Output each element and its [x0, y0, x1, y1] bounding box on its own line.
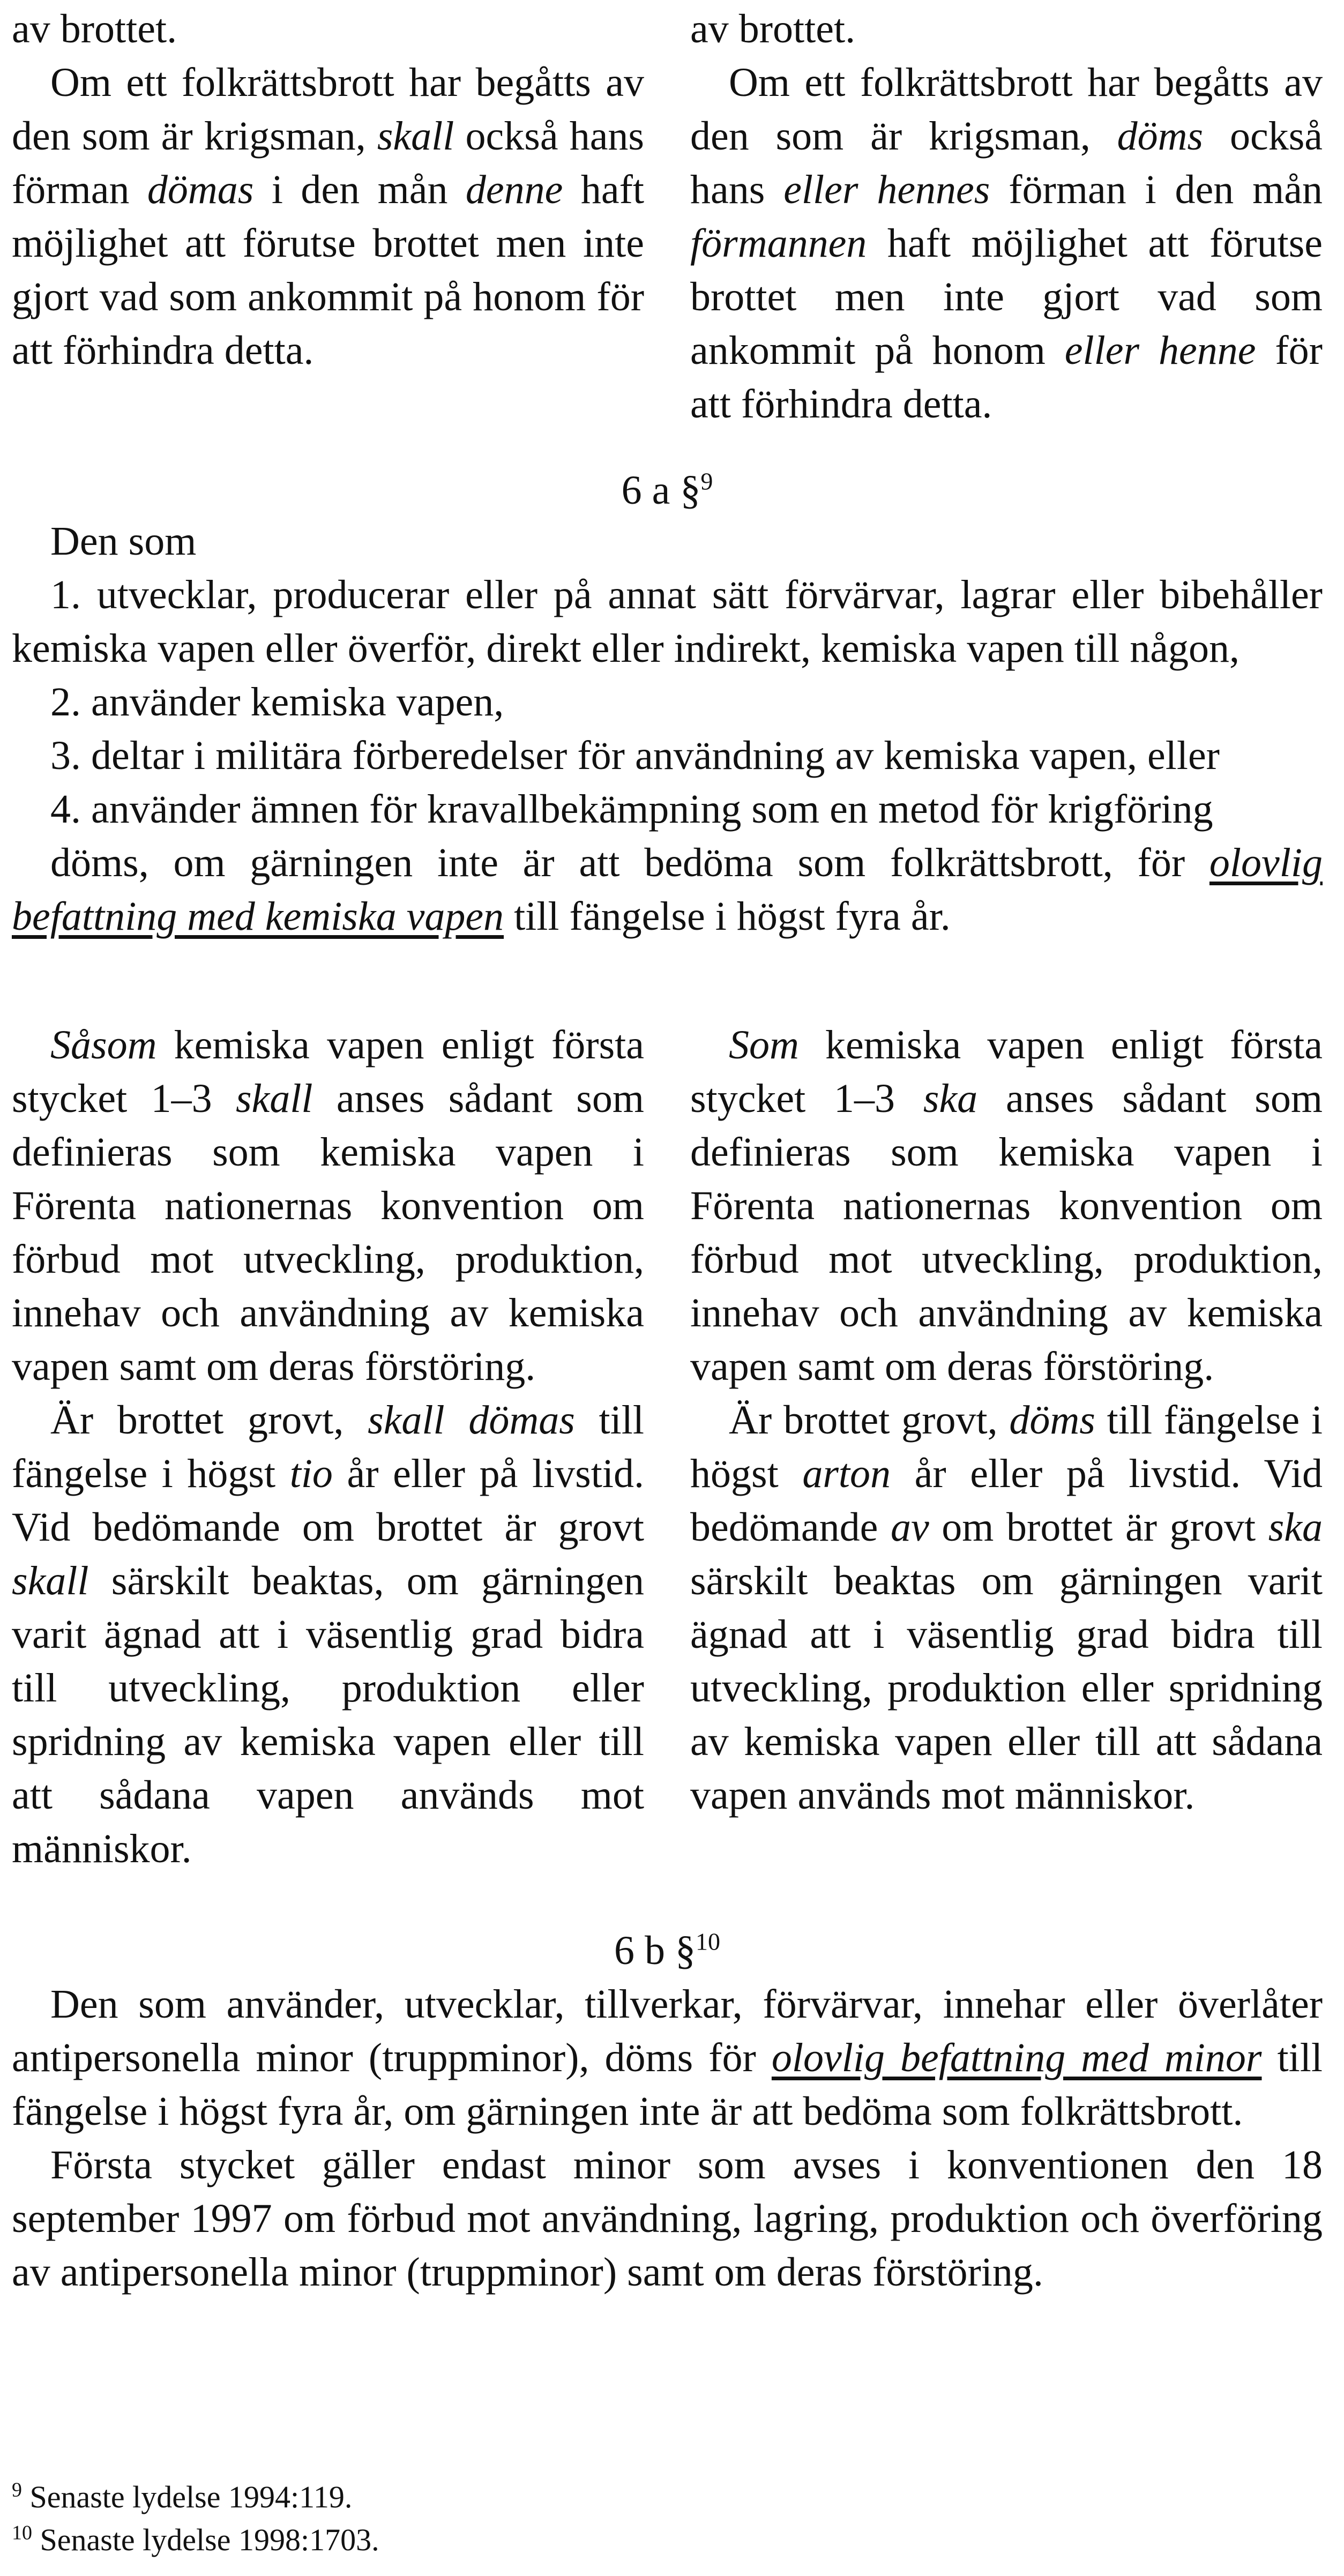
- section-6b-paragraph-2: Första stycket gäller endast minor som avses i konventionen den 18 september 1997 om förbud mot användning, lagring, produktion och överföring av antipersonella minor (truppminor) samt om deras förstöring.: [12, 2142, 1323, 2295]
- mid-left-paragraph-2: Är brottet grovt, skall dömas till fängelse i högst tio år eller på livstid. Vid bedömande om brottet är grovt skall särskilt beaktas, om gärningen varit ägnad att i väsentlig grad bidra till utveckling, produktion eller spridning av kemiska vapen eller till att sådana vapen används mot människor.: [12, 1398, 644, 1871]
- top-left-column: [12, 2, 644, 377]
- footnote-10: $^{10}$ Senaste lydelse 1998:1703.: [12, 2521, 379, 2557]
- section-6a-heading: 6 a §$^9$: [621, 467, 713, 513]
- top-right-paragraph: Om ett folkrättsbrott har begåtts av den som är krigsman, döms också hans eller hennes förman i den mån förmannen haft möjlighet att förutse brottet men inte gjort vad som ankommit på honom eller henne för att förhindra detta.: [690, 60, 1323, 427]
- mid-right-column: [690, 1018, 1323, 1822]
- footnotes: [12, 2476, 1323, 2562]
- section-6b-heading: 6 b §$^{10}$: [614, 1928, 720, 1973]
- mid-right-paragraph-2: Är brottet grovt, döms till fängelse i högst arton år eller på livstid. Vid bedömande av om brottet är grovt ska särskilt beaktas om gärningen varit ägnad att i väsentlig grad bidra till utveckling, produktion eller spridning av kemiska vapen eller till att sådana vapen används mot människor.: [690, 1398, 1323, 1818]
- top-left-paragraph: Om ett folkrättsbrott har begåtts av den som är krigsman, skall också hans förman dömas i den mån denne haft möjlighet att förutse brottet men inte gjort vad som ankommit på honom för att förhindra detta.: [12, 60, 645, 373]
- mid-left-column: [12, 1018, 644, 1876]
- section-6a-item-4: 4. använder ämnen för kravallbekämpning som en metod för krigföring: [50, 787, 1213, 832]
- section-6a-body: [12, 514, 1323, 943]
- section-6a-intro: Den som: [50, 519, 197, 564]
- section-6b-paragraph-1: Den som använder, utvecklar, tillverkar, förvärvar, innehar eller överlåter antipersonella minor (truppminor), döms för olovlig befattning med minor till fängelse i högst fyra år, om gärningen inte är att bedöma som folkrättsbrott.: [12, 1982, 1323, 2134]
- section-6a-item-2: 2. använder kemiska vapen,: [50, 680, 504, 725]
- top-right-column: [690, 2, 1323, 431]
- mid-right-paragraph-1: Som kemiska vapen enligt första stycket 1–3 ska anses sådant som definieras som kemiska vapen i Förenta nationernas konvention om förbud mot utveckling, produktion, innehav och användning av kemiska vapen samt om deras förstöring.: [690, 1022, 1323, 1389]
- footnote-9: $^9$ Senaste lydelse 1994:119.: [12, 2478, 353, 2514]
- section-6a-verdict: döms, om gärningen inte är att bedöma som folkrättsbrott, för olovlig befattning med kemiska vapen till fängelse i högst fyra år.: [12, 840, 1323, 939]
- top-right-line: av brottet.: [690, 6, 856, 51]
- section-6a-item-3: 3. deltar i militära förberedelser för användning av kemiska vapen, eller: [50, 733, 1220, 778]
- top-left-line: av brottet.: [12, 6, 177, 51]
- section-6a-item-1: 1. utvecklar, producerar eller på annat sätt förvärvar, lagrar eller bibehåller kemiska vapen eller överför, direkt eller indirekt, kemiska vapen till någon,: [12, 572, 1323, 671]
- mid-left-paragraph-1: Såsom kemiska vapen enligt första stycket 1–3 skall anses sådant som definieras som kemiska vapen i Förenta nationernas konvention om förbud mot utveckling, produktion, innehav och användning av kemiska vapen samt om deras förstöring.: [12, 1022, 644, 1389]
- section-6b-body: [12, 1977, 1323, 2299]
